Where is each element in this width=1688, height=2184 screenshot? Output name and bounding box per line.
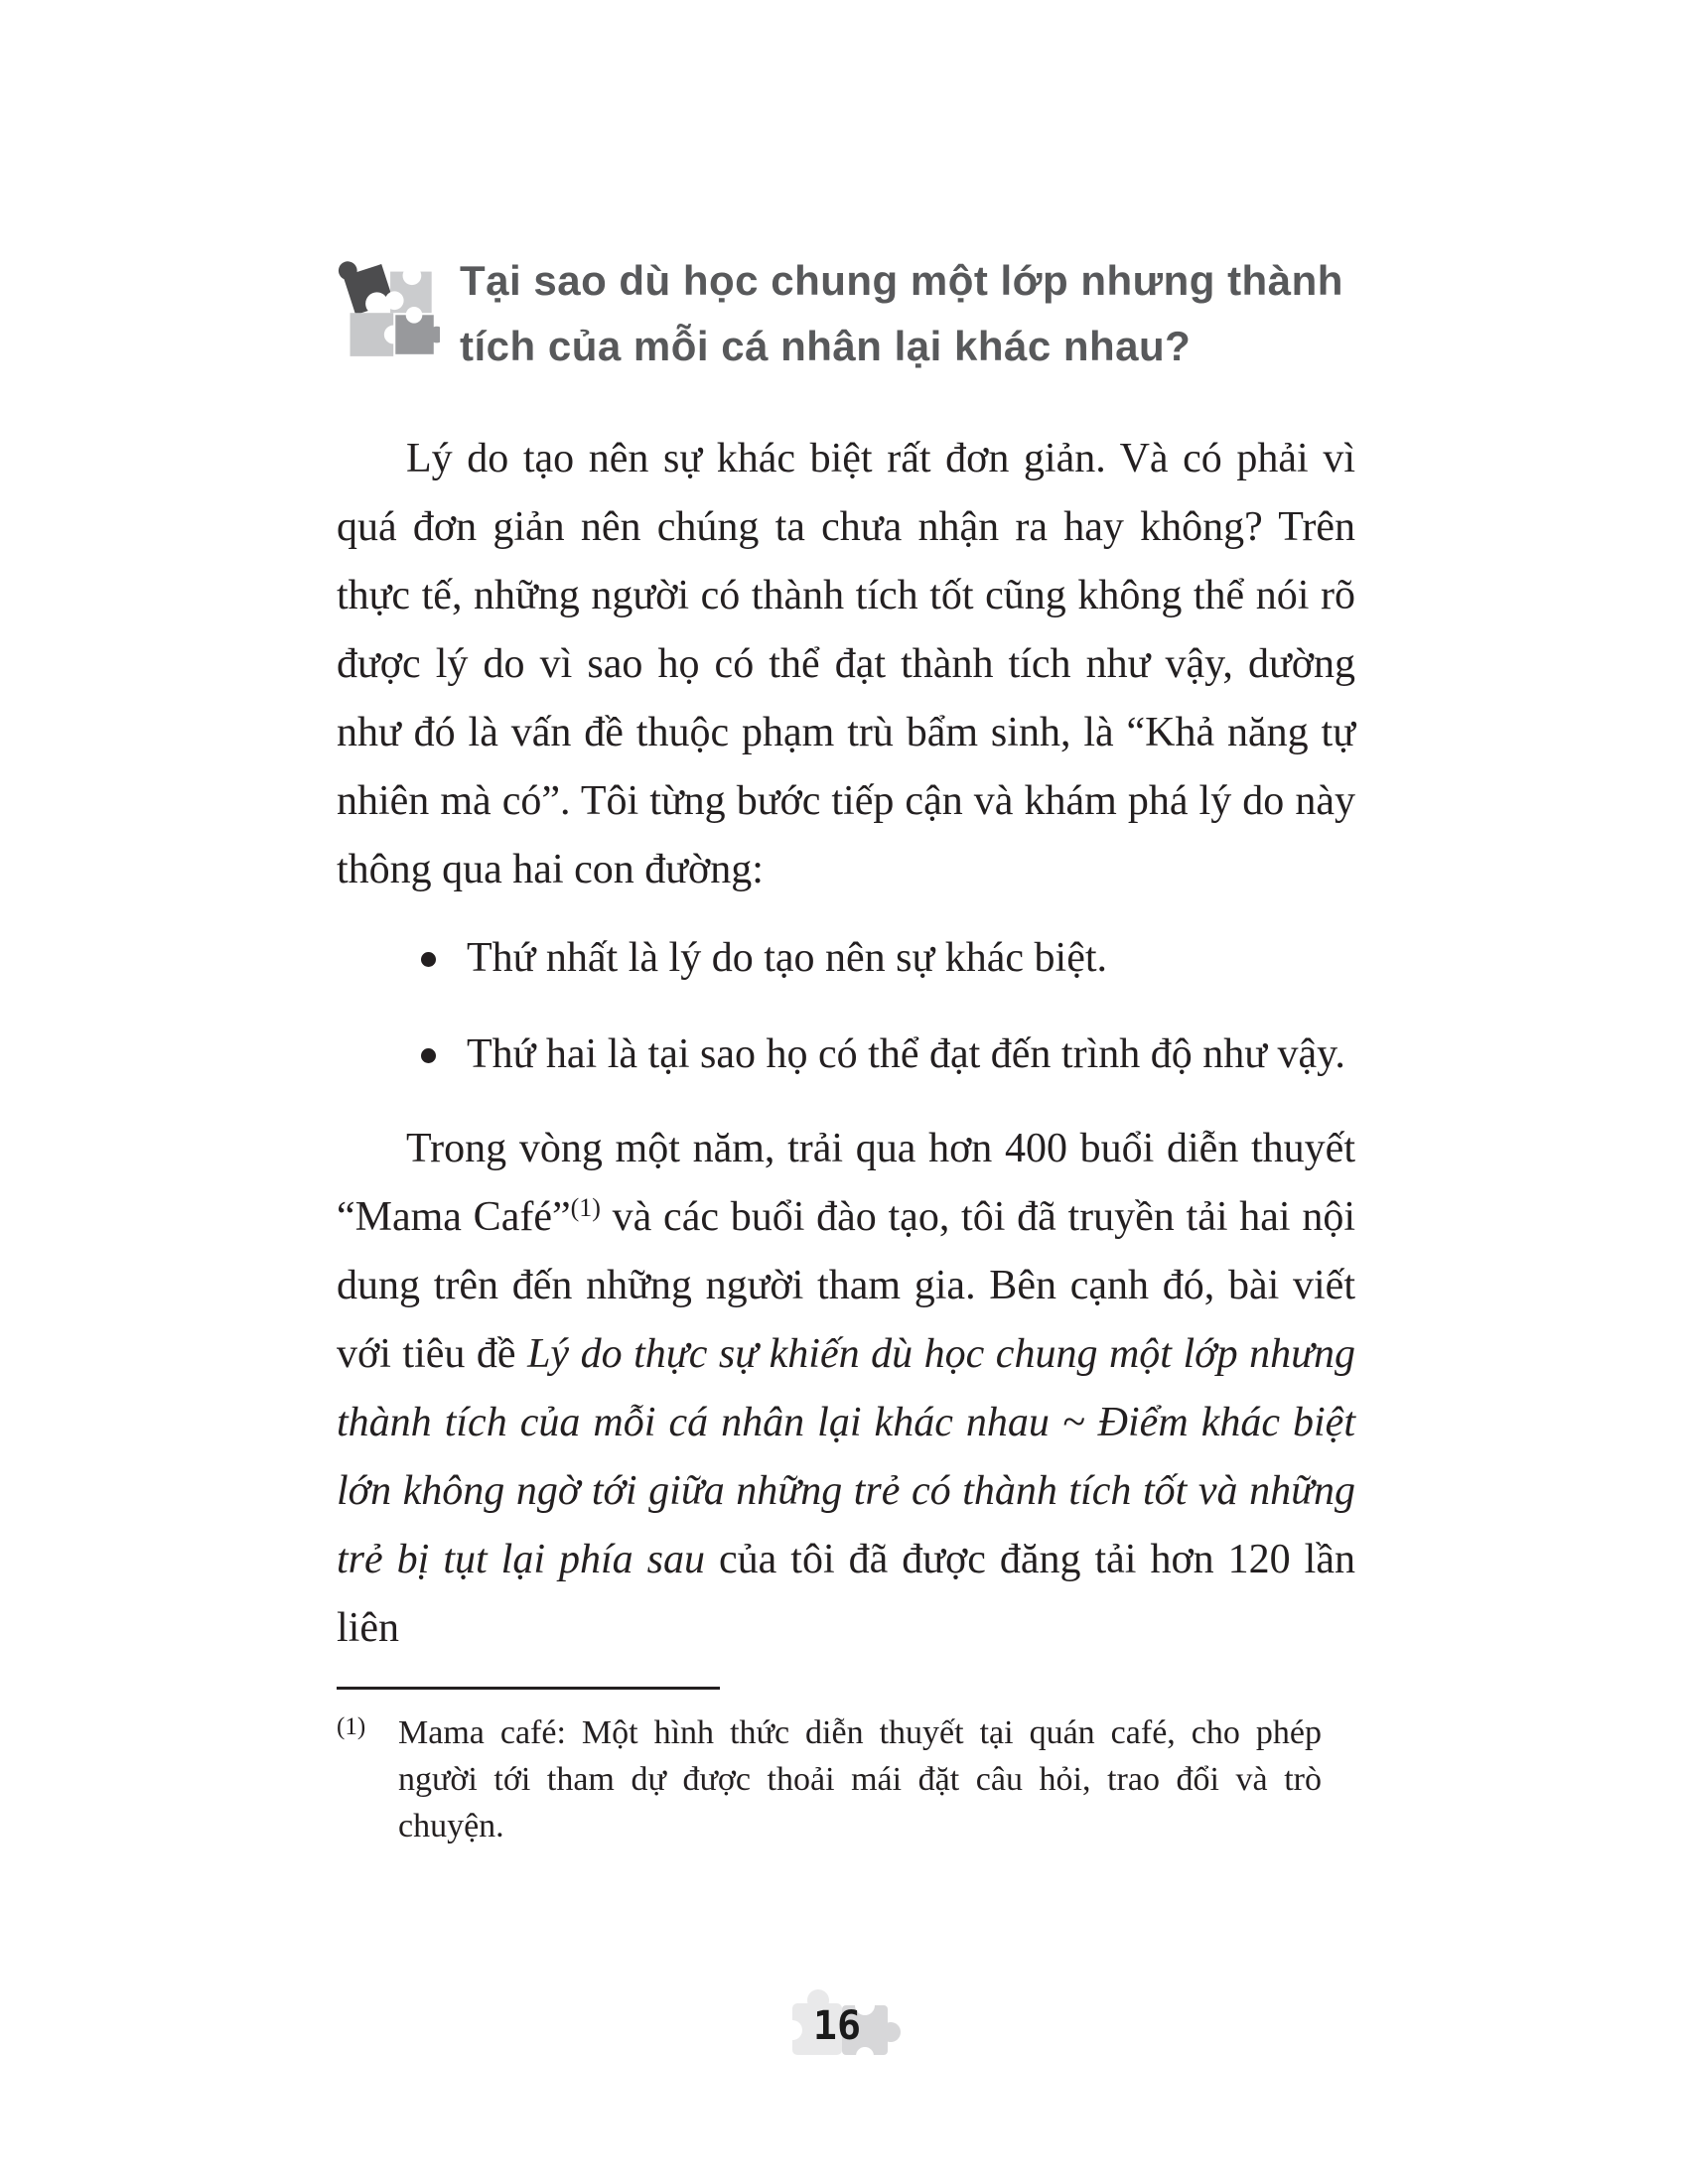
bullet-item-2: Thứ hai là tại sao họ có thể đạt đến trình độ như vậy.: [337, 1021, 1355, 1089]
section-title-line-2: tích của mỗi cá nhân lại khác nhau?: [460, 323, 1192, 369]
paragraph-2-seg4: của tôi đã được đăng tải hơn 120 lần liên: [337, 1537, 1355, 1651]
paragraph-2-seg1: Trong vòng một năm, trải qua hơn 400 buổi diễn thuyết “Mama Café”: [337, 1126, 1355, 1240]
bullet-item-1: Thứ nhất là lý do tạo nên sự khác biệt.: [337, 924, 1355, 993]
page-number: 16: [812, 2003, 862, 2049]
paragraph-2-seg2: và các buổi đào tạo, tôi đã truyền tải hai nội dung trên đến những người tham gia. Bên cạnh đó, bài viết với tiêu đề: [337, 1194, 1355, 1377]
footnote: [337, 1709, 1322, 1849]
footnote-divider: [337, 1687, 720, 1690]
page-footer: [787, 1987, 903, 2073]
paragraph-1: Lý do tạo nên sự khác biệt rất đơn giản. Và có phải vì quá đơn giản nên chúng ta chưa nhận ra hay không? Trên thực tế, những người có thành tích tốt cũng không thể nói rõ được lý do vì sao họ có thể đạt thành tích như vậy, dường như đó là vấn đề thuộc phạm trù bẩm sinh, là “Khả năng tự nhiên mà có”. Tôi từng bước tiếp cận và khám phá lý do này thông qua hai con đường:: [337, 436, 1355, 892]
section-title: [460, 248, 1343, 379]
puzzle-pieces-icon: [337, 252, 440, 363]
text-block: [337, 248, 1355, 1849]
paragraph-2-article-title: Lý do thực sự khiến dù học chung một lớp nhưng thành tích của mỗi cá nhân lại khác nhau ~ Điểm khác biệt lớn không ngờ tới giữa những trẻ có thành tích tốt và những trẻ bị tụt lại phía sau: [337, 1331, 1356, 1582]
footnote-marker: (1): [337, 1713, 366, 1740]
section-heading: [337, 248, 1355, 379]
footnote-text: Mama café: Một hình thức diễn thuyết tại quán café, cho phép người tới tham dự được thoải mái đặt câu hỏi, trao đổi và trò chuyện.: [398, 1714, 1322, 1844]
footnote-reference: (1): [570, 1193, 601, 1222]
paragraph-2: [337, 1115, 1355, 1663]
section-title-line-1: Tại sao dù học chung một lớp nhưng thành: [460, 257, 1343, 304]
bullet-list: [337, 924, 1355, 1089]
